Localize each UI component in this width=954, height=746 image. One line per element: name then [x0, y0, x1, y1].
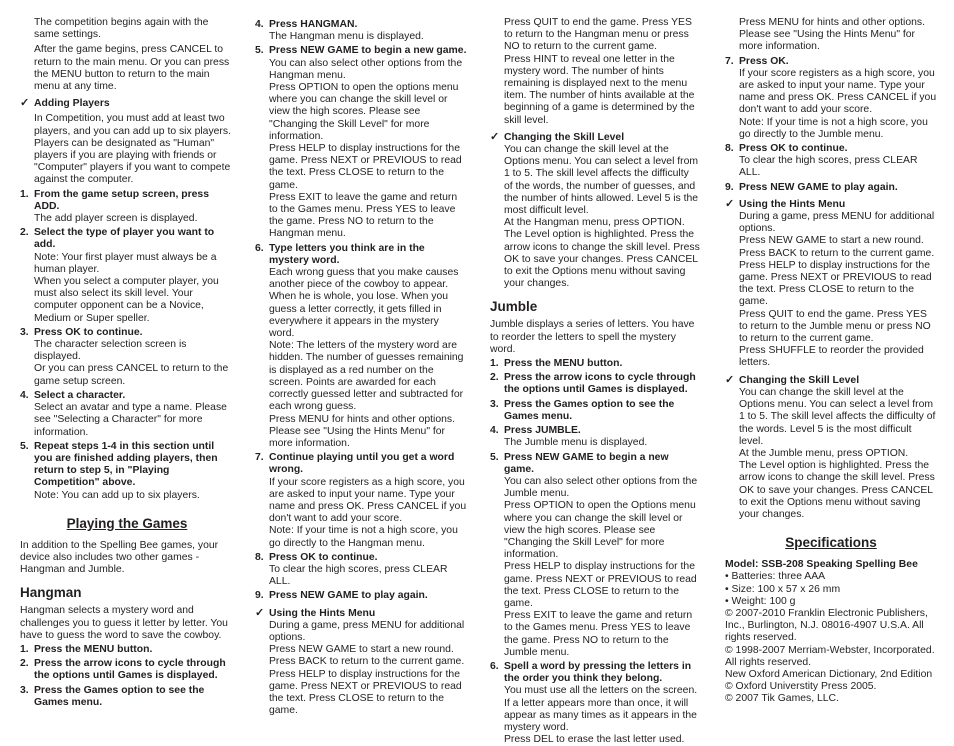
- paragraph: Press HELP to display instructions for the game. Press NEXT or PREVIOUS to read the text. Press CLOSE to return to the game.: [269, 143, 462, 191]
- paragraph: To clear the high scores, press CLEAR ALL.: [269, 563, 448, 588]
- paragraph: Press OPTION to open the options menu where you can change the skill level or view the high scores. Please see "Changing the Skill Level" for more information.: [269, 82, 459, 142]
- step-number: 4.: [255, 19, 264, 30]
- paragraph: Note: You can add up to six players.: [34, 489, 200, 501]
- paragraph: © 1998-2007 Merriam-Webster, Incorporated. All rights reserved.: [725, 644, 935, 668]
- step-text: Press HANGMAN.: [269, 19, 358, 30]
- paragraph: Press QUIT to end the game. Press YES to return to the Hangman menu or press NO to return to the current game.: [504, 17, 692, 53]
- paragraph: Press HINT to reveal one letter in the mystery word. The number of hints remaining is displayed next to the menu item. The number of hints available at the beginning of a game is determined by the skill level.: [504, 53, 695, 126]
- paragraph: The Jumble menu is displayed.: [504, 437, 648, 449]
- step-text: Press the Games option to see the Games menu.: [34, 684, 205, 708]
- step-item: [20, 227, 234, 251]
- step-number: 5.: [490, 451, 499, 463]
- paragraph: After the game begins, press CANCEL to return to the main menu. Or you can press the MENU button to return to the main menu at any time.: [34, 44, 230, 93]
- step-item: [725, 56, 937, 68]
- step-text: From the game setup screen, press ADD.: [34, 188, 209, 212]
- step-number: 3.: [490, 398, 499, 410]
- paragraph: Press EXIT to leave the game and return to the Games menu. Press YES to leave the game. Press NO to return to the Hangman menu.: [269, 191, 458, 240]
- step-number: 9.: [255, 590, 264, 602]
- step-text: Press OK.: [739, 55, 789, 67]
- paragraph: Press DEL to erase the last letter used.: [504, 734, 685, 746]
- step-list: [20, 644, 234, 709]
- step-number: 6.: [490, 660, 499, 672]
- step-list: [255, 19, 467, 603]
- paragraph: Press OPTION to open the Options menu where you can change the skill level or view the high scores. Please see "Changing the Skill Level" for more information.: [504, 500, 696, 561]
- step-text: Continue playing until you get a word wrong.: [269, 452, 455, 476]
- paragraph: Press NEW GAME to start a new round.: [739, 235, 924, 247]
- paragraph: To clear the high scores, press CLEAR ALL.: [739, 155, 918, 179]
- paragraph: Press QUIT to end the game. Press YES to return to the Jumble menu or press NO to return to the current game.: [739, 308, 931, 345]
- step-item: [20, 658, 234, 682]
- paragraph: Press BACK to return to the current game.: [269, 656, 465, 668]
- section-heading-jumble: Jumble: [490, 299, 538, 315]
- paragraph: • Size: 100 x 57 x 26 mm: [725, 583, 841, 595]
- paragraph: New Oxford American Dictionary, 2nd Edition © Oxford Universtity Press 2005.: [725, 668, 933, 693]
- paragraph: If your score registers as a high score, you are asked to input your name. Type your name and press OK. Press CANCEL if you don't want to add your score.: [269, 476, 467, 525]
- paragraph: Press MENU for hints and other options. Please see "Using the Hints Menu" for more information.: [739, 17, 925, 53]
- section-heading-specifications: Specifications: [785, 535, 877, 551]
- step-item: [255, 590, 467, 602]
- step-text: Repeat steps 1-4 in this section until you are finished adding players, then return to step 5, in "Playing Competition" above.: [34, 440, 218, 489]
- step-item: [490, 661, 700, 685]
- step-item: [255, 243, 467, 267]
- step-number: 2.: [20, 227, 29, 239]
- section-heading-hangman: Hangman: [20, 585, 82, 601]
- subheading-skill-level: ✓ Changing the Skill Level: [725, 373, 860, 386]
- step-item: [725, 143, 937, 155]
- checkmark-icon: ✓: [490, 130, 500, 143]
- step-list: [20, 189, 234, 502]
- subheading-hints-menu: ✓ Using the Hints Menu: [725, 197, 846, 210]
- step-number: 4.: [490, 425, 499, 437]
- paragraph: You can also select other options from the Jumble menu.: [504, 475, 698, 500]
- step-list: [490, 358, 700, 746]
- subheading-adding-players: ✓ Adding Players: [20, 97, 110, 110]
- step-item: [20, 685, 234, 709]
- spec-list: [725, 571, 937, 608]
- column-1: [20, 17, 234, 709]
- paragraph: At the Jumble menu, press OPTION.: [739, 447, 909, 459]
- paragraph: The competition begins again with the same settings.: [34, 17, 209, 41]
- subheading-hints-menu: ✓ Using the Hints Menu: [255, 606, 376, 619]
- paragraph: Press HELP to display instructions for the game. Press NEXT or PREVIOUS to read the text. Press CLOSE to return to the game.: [269, 668, 462, 717]
- step-number: 7.: [725, 55, 734, 67]
- step-text: Type letters you think are in the mystery word.: [269, 242, 425, 266]
- paragraph: Note: If your time is not a high score, you go directly to the Hangman menu.: [269, 525, 458, 549]
- step-item: [255, 19, 467, 31]
- step-number: 8.: [255, 551, 264, 563]
- paragraph: You can also select other options from the Hangman menu.: [269, 57, 463, 81]
- checkmark-icon: ✓: [725, 197, 735, 210]
- column-3: [490, 17, 700, 746]
- paragraph: © 2007 Tik Games, LLC.: [725, 693, 839, 705]
- paragraph-group: [490, 17, 700, 127]
- step-item: [255, 45, 467, 57]
- step-text: Press OK to continue.: [739, 143, 848, 155]
- step-number: 4.: [20, 389, 29, 401]
- step-text: Press the MENU button.: [34, 643, 153, 655]
- paragraph: At the Hangman menu, press OPTION.: [504, 217, 685, 229]
- step-item: [490, 425, 700, 437]
- paragraph: • Weight: 100 g: [725, 595, 796, 607]
- paragraph: Select an avatar and type a name. Please see "Selecting a Character" for more information.: [34, 402, 227, 438]
- spec-model: Model: SSB-208 Speaking Spelling Bee: [725, 559, 918, 571]
- step-text: Press NEW GAME to play again.: [739, 181, 898, 193]
- step-number: 5.: [255, 45, 264, 57]
- paragraph: The add player screen is displayed.: [34, 213, 198, 225]
- paragraph: Press SHUFFLE to reorder the provided letters.: [739, 345, 924, 369]
- step-text: Press OK to continue.: [34, 326, 143, 338]
- paragraph: During a game, press MENU for additional options.: [269, 619, 465, 643]
- step-text: Press the MENU button.: [504, 358, 623, 370]
- subheading-skill-level: ✓ Changing the Skill Level: [490, 130, 625, 143]
- step-number: 7.: [255, 452, 264, 464]
- paragraph: Or you can press CANCEL to return to the game setup screen.: [34, 363, 229, 387]
- copyright: [725, 608, 937, 706]
- step-item: [20, 390, 234, 402]
- skill-body: [490, 144, 700, 290]
- step-item: [20, 644, 234, 656]
- step-item: [20, 441, 234, 490]
- paragraph: Each wrong guess that you make causes another piece of the cowboy to appear. When he is whole, you lose. When you guess a letter correctly, it gets filled in everywhere it appears in the mystery word.: [269, 267, 459, 340]
- paragraph: Jumble displays a series of letters. You have to reorder the letters to spell the mystery word.: [490, 319, 695, 355]
- step-item: [255, 452, 467, 476]
- step-text: Press the arrow icons to cycle through the options until Games is displayed.: [34, 658, 226, 682]
- checkmark-icon: ✓: [255, 606, 265, 619]
- step-number: 3.: [20, 684, 29, 696]
- paragraph: During a game, press MENU for additional options.: [739, 211, 935, 235]
- paragraph: Press HELP to display instructions for the game. Press NEXT or PREVIOUS to read the text. Press CLOSE to return to the game.: [739, 259, 932, 308]
- step-number: 9.: [725, 181, 734, 193]
- paragraph: You must use all the letters on the screen. If a letter appears more than once, it will appear as many times as it appears in the mystery word.: [504, 685, 698, 733]
- checkmark-icon: ✓: [725, 373, 735, 386]
- paragraph-group: [725, 17, 937, 54]
- step-number: 3.: [20, 326, 29, 338]
- step-item: [20, 327, 234, 339]
- paragraph: The Hangman menu is displayed.: [269, 31, 424, 43]
- step-item: [490, 452, 700, 476]
- paragraph: You can change the skill level at the Options menu. You can select a level from 1 to 5. The skill level affects the difficulty of the words, the number of guesses, and the number of hints allowed. Level 5 is the most difficult level.: [504, 144, 699, 217]
- step-number: 2.: [490, 372, 499, 384]
- step-text: Press OK to continue.: [269, 551, 378, 563]
- hints-body: [725, 211, 937, 370]
- paragraph: Press NEW GAME to start a new round.: [269, 644, 454, 656]
- paragraph: Press BACK to return to the current game.: [739, 247, 935, 259]
- step-text: Press NEW GAME to play again.: [269, 590, 428, 602]
- step-text: Press the Games option to see the Games menu.: [504, 398, 675, 422]
- step-item: [490, 399, 700, 423]
- step-number: 1.: [20, 643, 29, 655]
- step-list: [725, 56, 937, 194]
- paragraph: The Level option is highlighted. Press the arrow icons to change the skill level. Press OK to save your changes. Press CANCEL to exit the Options menu without saving your changes.: [739, 460, 935, 520]
- hints-body: [255, 620, 467, 718]
- paragraph: The character selection screen is displayed.: [34, 339, 187, 363]
- paragraph: If your score registers as a high score, you are asked to input your name. Type your name and press OK. Press CANCEL if you don't want to add your score.: [739, 67, 937, 116]
- step-number: 1.: [490, 358, 499, 370]
- column-2: [255, 17, 467, 717]
- step-text: Press NEW GAME to begin a new game.: [269, 45, 467, 57]
- step-number: 1.: [20, 188, 29, 200]
- paragraph: Press EXIT to leave the game and return to the Games menu. Press YES to leave the game. Press NO to return to the Jumble menu.: [504, 610, 693, 658]
- step-text: Spell a word by pressing the letters in the order you think they belong.: [504, 660, 692, 685]
- step-number: 2.: [20, 658, 29, 670]
- step-item: [255, 552, 467, 564]
- section-heading-playing-games: Playing the Games: [66, 515, 188, 531]
- paragraph: The Level option is highlighted. Press the arrow icons to change the skill level. Press OK to save your changes. Press CANCEL to exit the Options menu without saving your changes.: [504, 229, 700, 290]
- paragraph: Hangman selects a mystery word and challenges you to guess it letter by letter. You have to guess the word to save the cowboy.: [20, 605, 228, 641]
- paragraph: Press MENU for hints and other options. Please see "Using the Hints Menu" for more information.: [269, 413, 455, 449]
- step-item: [20, 189, 234, 213]
- paragraph: In addition to the Spelling Bee games, your device also includes two other games - Hangman and Jumble.: [20, 539, 219, 576]
- step-number: 8.: [725, 143, 734, 155]
- step-item: [490, 358, 700, 370]
- step-number: 6.: [255, 242, 264, 254]
- step-text: Press the arrow icons to cycle through the options until Games is displayed.: [504, 372, 696, 396]
- paragraph: You can change the skill level at the Options menu. You can select a level from 1 to 5. The skill level affects the difficulty of the words. Level 5 is the most difficult level.: [739, 386, 936, 447]
- skill-body: [725, 387, 937, 521]
- step-item: [490, 372, 700, 396]
- checkmark-icon: ✓: [20, 97, 30, 110]
- step-text: Select the type of player you want to add.: [34, 227, 215, 251]
- paragraph: Note: The letters of the mystery word are hidden. The number of guesses remaining is displayed as a red number on the screen. Points are awarded for each correctly guessed letter and subtracted for each wrong guess.: [269, 340, 464, 413]
- paragraph: When you select a computer player, you must also select its skill level. Your computer opponent can be a Novice, Medium or Super speller.: [34, 276, 219, 324]
- step-text: Press NEW GAME to begin a new game.: [504, 451, 669, 475]
- paragraph: © 2007-2010 Franklin Electronic Publishers, Inc., Burlington, N.J. 08016-4907 U.S.A. All rights reserved.: [725, 607, 928, 644]
- step-text: Select a character.: [34, 389, 126, 401]
- column-4: [725, 17, 937, 706]
- step-number: 5.: [20, 440, 29, 452]
- paragraph: Note: If your time is not a high score, you go directly to the Jumble menu.: [739, 116, 928, 140]
- paragraph: Note: Your first player must always be a human player.: [34, 251, 217, 275]
- step-text: Press JUMBLE.: [504, 425, 581, 437]
- paragraph: In Competition, you must add at least two players, and you can add up to six players. Players can be designated as "Human" players if you are playing with friends or "Computer" players if you want to compete against the computer.: [34, 113, 231, 186]
- step-item: [725, 182, 937, 194]
- paragraph: Press HELP to display instructions for the game. Press NEXT or PREVIOUS to read the text. Press CLOSE to return to the game.: [504, 561, 697, 609]
- paragraph: • Batteries: three AAA: [725, 571, 826, 583]
